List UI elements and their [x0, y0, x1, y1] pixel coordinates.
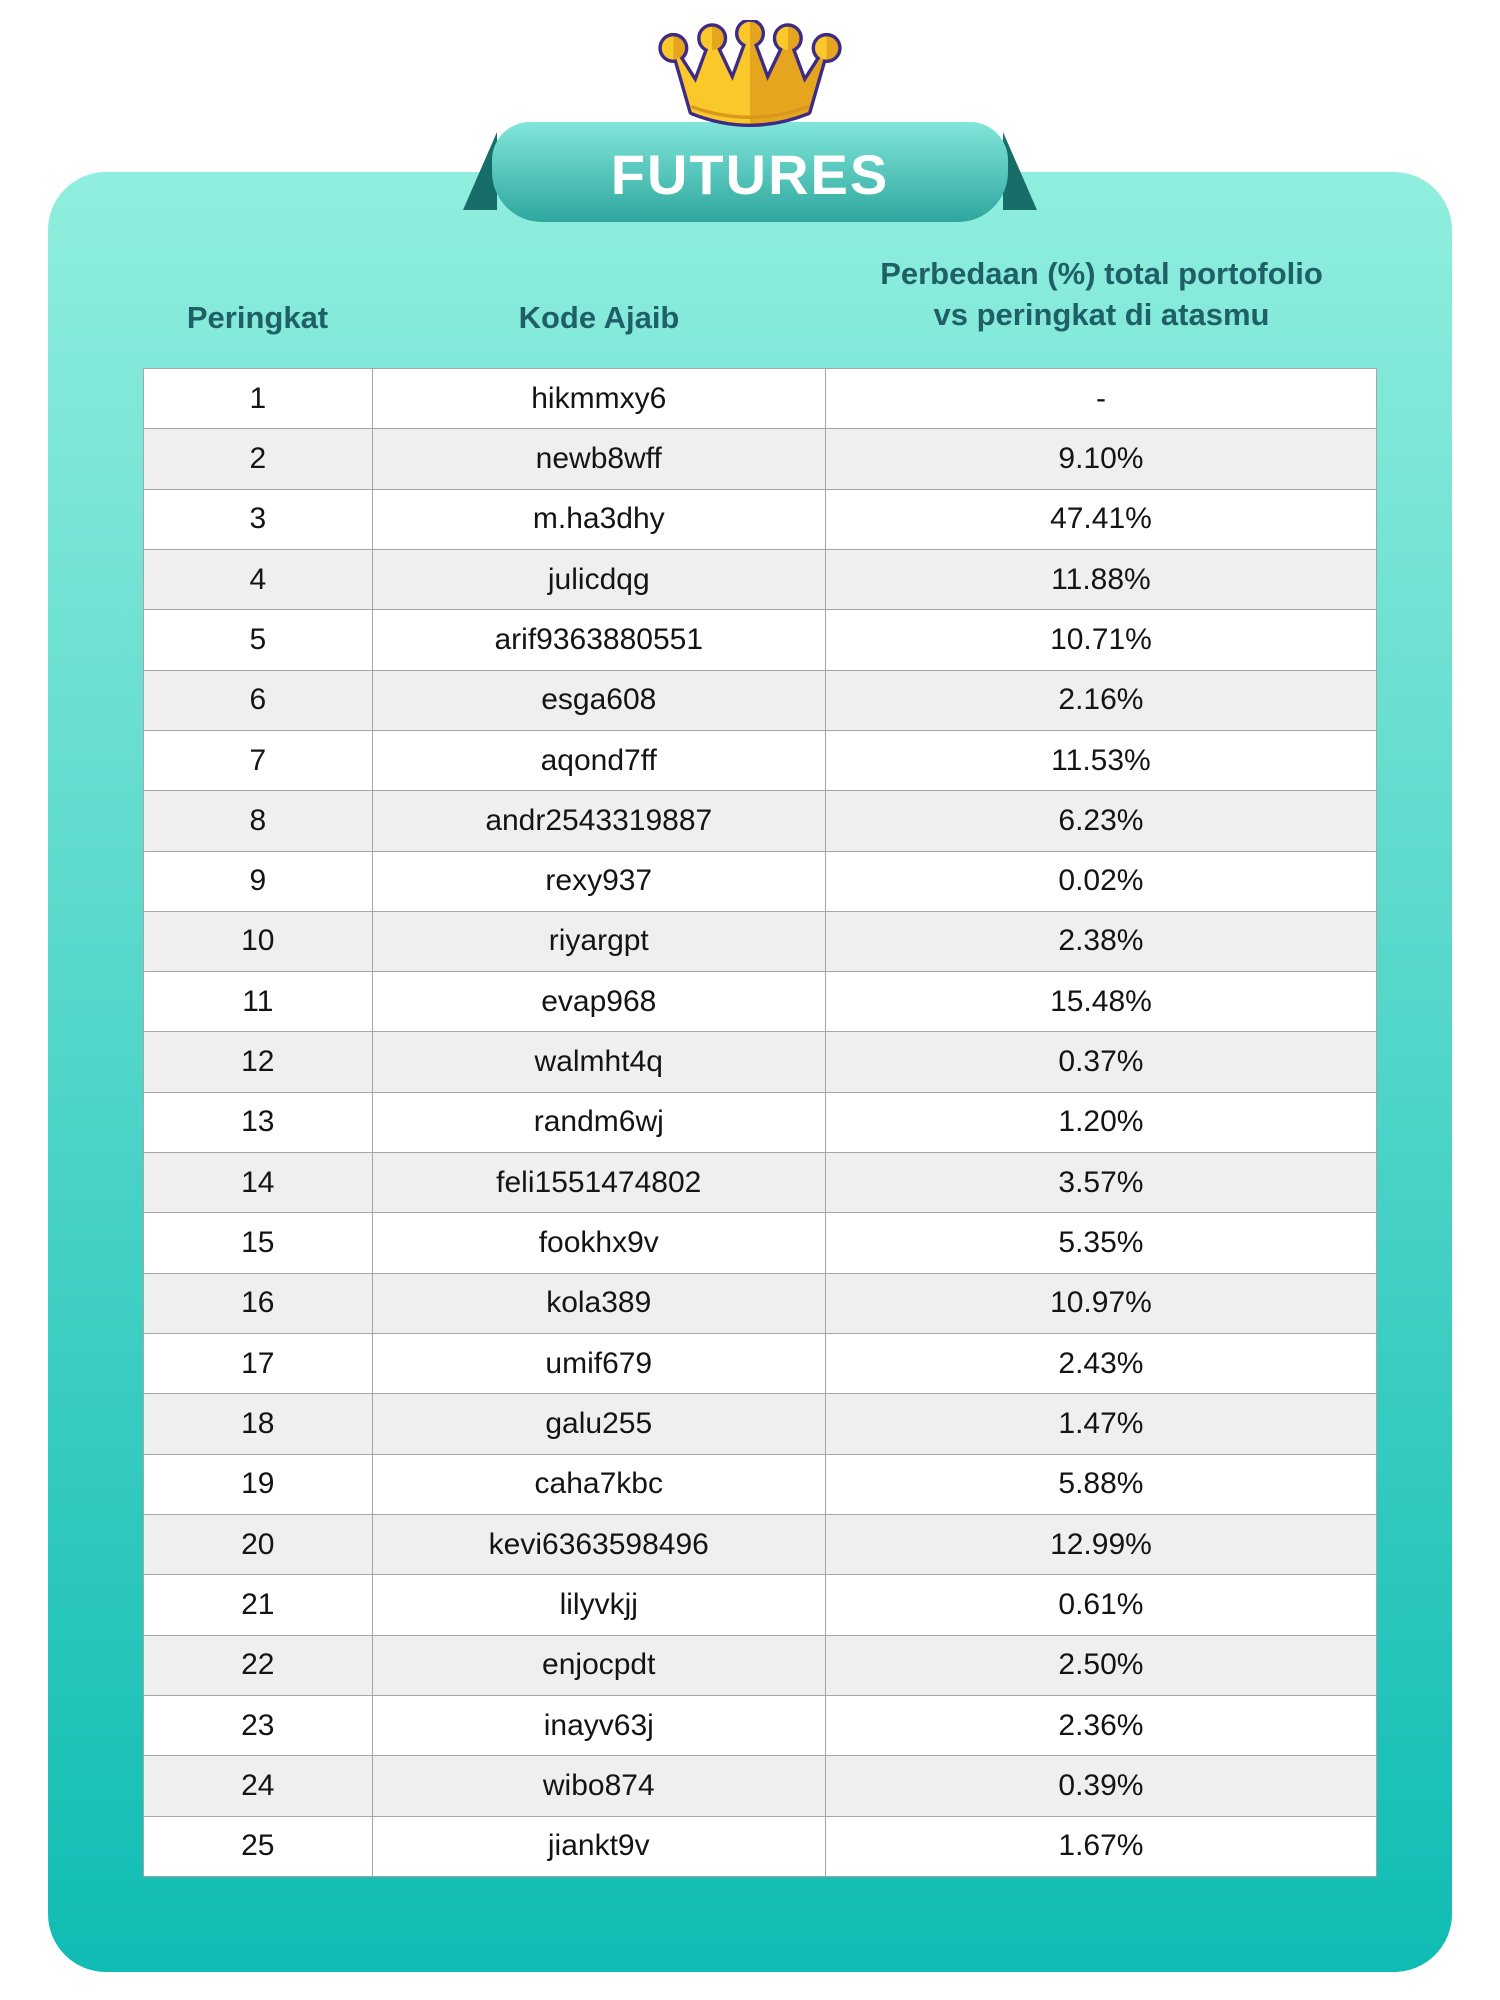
banner-title: FUTURES [610, 142, 890, 206]
header-perbedaan-line1: Perbedaan (%) total portofolio [880, 256, 1323, 292]
diff-cell: 10.71% [1050, 622, 1152, 656]
diff-cell: 2.36% [1058, 1708, 1144, 1742]
diff-cell: 3.57% [1058, 1165, 1144, 1199]
diff-cell: 1.47% [1058, 1406, 1144, 1440]
table-row [144, 731, 1376, 791]
rank-cell: 11 [144, 972, 373, 1031]
code-cell: riyargpt [373, 912, 826, 971]
diff-cell: 2.50% [1058, 1648, 1144, 1682]
rank-cell: 24 [144, 1756, 373, 1815]
code-cell: randm6wj [373, 1093, 826, 1152]
rank-cell: 4 [144, 550, 373, 609]
table-row [144, 1455, 1376, 1515]
header-perbedaan [826, 254, 1377, 336]
rank-cell: 1 [144, 369, 373, 428]
table-row [144, 1817, 1376, 1876]
header-perbedaan-line2: vs peringkat di atasmu [933, 297, 1270, 333]
rank-cell: 3 [144, 490, 373, 549]
code-cell: arif9363880551 [373, 610, 826, 669]
diff-cell: 12.99% [1050, 1527, 1152, 1561]
diff-cell: 11.53% [1051, 743, 1151, 777]
rank-cell: 7 [144, 731, 373, 790]
table-row [144, 671, 1376, 731]
code-cell: rexy937 [373, 852, 826, 911]
table-row [144, 610, 1376, 670]
diff-cell: - [1095, 381, 1106, 415]
diff-cell: 1.67% [1058, 1829, 1144, 1863]
table-row [144, 1334, 1376, 1394]
header-kode-ajaib: Kode Ajaib [518, 300, 680, 335]
table-row [144, 490, 1376, 550]
diff-cell: 9.10% [1058, 441, 1144, 475]
table-row [144, 1093, 1376, 1153]
table-row [144, 1213, 1376, 1273]
diff-cell: 5.35% [1058, 1226, 1144, 1260]
code-cell: walmht4q [373, 1032, 826, 1091]
table-row [144, 1756, 1376, 1816]
rank-cell: 19 [144, 1455, 373, 1514]
code-cell: inayv63j [373, 1696, 826, 1755]
rank-cell: 16 [144, 1274, 373, 1333]
code-cell: enjocpdt [373, 1636, 826, 1695]
code-cell: aqond7ff [373, 731, 826, 790]
rank-cell: 10 [144, 912, 373, 971]
diff-cell: 47.41% [1050, 502, 1152, 536]
table-row [144, 852, 1376, 912]
code-cell: jiankt9v [373, 1817, 826, 1876]
crown-icon [653, 20, 847, 138]
table-row [144, 972, 1376, 1032]
code-cell: galu255 [373, 1394, 826, 1453]
diff-cell: 5.88% [1058, 1467, 1144, 1501]
code-cell: wibo874 [373, 1756, 826, 1815]
table-header-row [143, 228, 1377, 336]
rank-cell: 12 [144, 1032, 373, 1091]
rank-cell: 8 [144, 791, 373, 850]
rank-cell: 21 [144, 1575, 373, 1634]
diff-cell: 2.16% [1058, 683, 1144, 717]
table-row [144, 912, 1376, 972]
table-row [144, 1394, 1376, 1454]
rank-cell: 5 [144, 610, 373, 669]
header-peringkat: Peringkat [186, 300, 329, 335]
table-row [144, 1696, 1376, 1756]
table-row [144, 1636, 1376, 1696]
diff-cell: 0.37% [1058, 1045, 1144, 1079]
rank-cell: 13 [144, 1093, 373, 1152]
code-cell: andr2543319887 [373, 791, 826, 850]
table-row [144, 1575, 1376, 1635]
table-row [144, 1274, 1376, 1334]
code-cell: kevi6363598496 [373, 1515, 826, 1574]
code-cell: fookhx9v [373, 1213, 826, 1272]
table-row [144, 1153, 1376, 1213]
code-cell: lilyvkjj [373, 1575, 826, 1634]
code-cell: caha7kbc [373, 1455, 826, 1514]
table-row [144, 1515, 1376, 1575]
diff-cell: 11.88% [1051, 562, 1151, 596]
table-row [144, 1032, 1376, 1092]
rank-cell: 22 [144, 1636, 373, 1695]
code-cell: evap968 [373, 972, 826, 1031]
code-cell: umif679 [373, 1334, 826, 1393]
table-row [144, 429, 1376, 489]
code-cell: kola389 [373, 1274, 826, 1333]
rank-cell: 9 [144, 852, 373, 911]
diff-cell: 2.38% [1058, 924, 1144, 958]
rank-cell: 17 [144, 1334, 373, 1393]
rank-cell: 23 [144, 1696, 373, 1755]
code-cell: m.ha3dhy [373, 490, 826, 549]
rank-cell: 6 [144, 671, 373, 730]
rank-cell: 25 [144, 1817, 373, 1876]
diff-cell: 10.97% [1050, 1286, 1152, 1320]
table-row [144, 550, 1376, 610]
code-cell: feli1551474802 [373, 1153, 826, 1212]
leaderboard-table [143, 368, 1377, 1877]
diff-cell: 0.39% [1058, 1768, 1144, 1802]
rank-cell: 15 [144, 1213, 373, 1272]
code-cell: newb8wff [373, 429, 826, 488]
diff-cell: 15.48% [1050, 984, 1152, 1018]
table-row [144, 369, 1376, 429]
rank-cell: 14 [144, 1153, 373, 1212]
code-cell: julicdqg [373, 550, 826, 609]
code-cell: esga608 [373, 671, 826, 730]
code-cell: hikmmxy6 [373, 369, 826, 428]
rank-cell: 2 [144, 429, 373, 488]
diff-cell: 0.61% [1058, 1587, 1144, 1621]
diff-cell: 1.20% [1058, 1105, 1144, 1139]
rank-cell: 18 [144, 1394, 373, 1453]
rank-cell: 20 [144, 1515, 373, 1574]
diff-cell: 2.43% [1058, 1346, 1144, 1380]
diff-cell: 6.23% [1058, 803, 1144, 837]
table-row [144, 791, 1376, 851]
diff-cell: 0.02% [1058, 864, 1144, 898]
